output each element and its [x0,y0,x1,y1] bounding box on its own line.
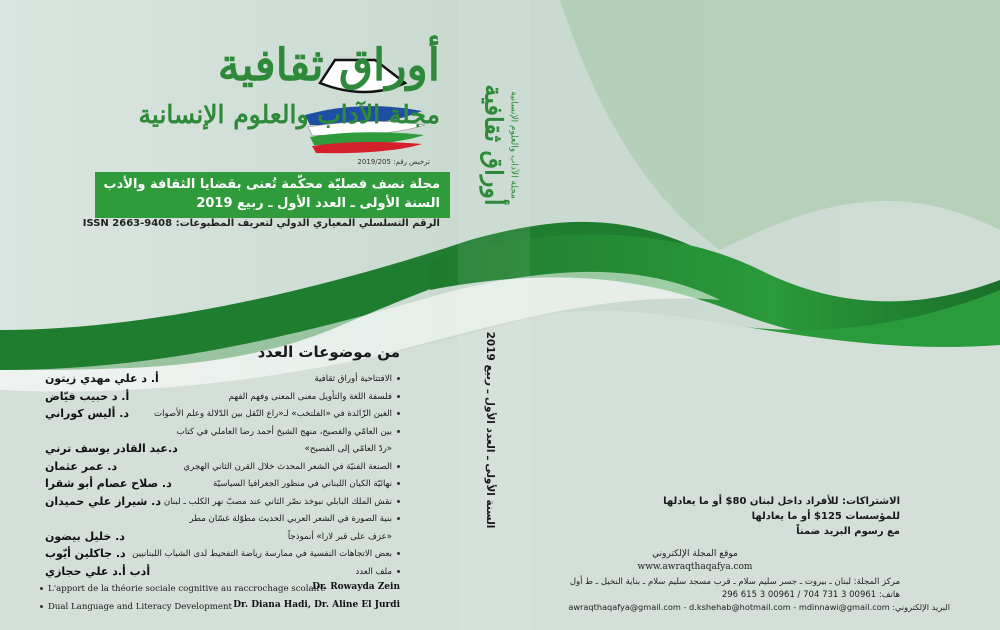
toc-topic: بعض الاتجاهات النفسية في ممارسة رياضة التفحيط لدى الشباب اللبنانيين [132,549,392,559]
toc-item [40,425,400,443]
toc-author: أ. د حبيب فيّاض [45,389,130,403]
toc-topic: بنية الصورة في الشعر العربي الحديث مطوّلة غسّان مطر [189,514,392,524]
subscription-institutions: للمؤسسات 125$ أو ما يعادلها [751,511,900,522]
website-label: موقع المجلة الإلكتروني [652,549,738,559]
journal-title: أوراق ثقافية [217,40,440,91]
toc-item [40,407,400,425]
toc-topic: الافتتاحية أوراق ثقافية [314,374,392,384]
toc-author: د.عبد القادر يوسف ترني [45,442,178,455]
toc-item-foreign [40,582,400,600]
toc-topic: فلسفة اللغة والتأويل معنى المعنى وفهم الفهم [228,391,392,402]
issn-line: الرقم التسلسلي المعياري الدولي لتعريف المطبوعات: ISSN 2663-9408 [82,218,440,229]
toc-topic: Dual Language and Literacy Development [48,601,232,612]
toc-item [40,442,400,460]
toc-author: د. عمر عثمان [45,459,118,473]
emails: البريد الإلكتروني: awraqthaqafya@gmail.com - d.kshehab@hotmail.com - mdinnawi@gmail.com [568,602,950,612]
toc-author: Dr. Rowayda Zein [312,582,400,592]
spine-issue-text: السنة الأولى ـ العدد الأول ـ ربيع 2019 [484,331,496,529]
journal-subtitle: مجلة الآداب والعلوم الإنسانية [138,100,440,129]
toc-author: د. شيراز علي حميدان [45,494,162,508]
bullet-icon [397,517,400,520]
bullet-icon [397,395,400,398]
toc-author: أ. د علي مهدي زيتون [45,372,159,385]
spine-title-text: أوراق ثقافية [479,84,509,206]
subscription-postage: مع رسوم البريد ضمناً [796,526,900,537]
toc-author: د. أليس كوراني [45,407,130,420]
toc-author: د. خليل بيضون [45,529,125,543]
tagline: مجلة نصف فصليّة محكّمة تُعنى بقضايا الثقافة والأدب [103,177,440,192]
toc-item [40,495,400,513]
toc-item [40,390,400,408]
toc-topic: نهائيّة الكيان اللبناني في منظور الجغرافيا السياسيّة [213,479,392,489]
toc-item [40,512,400,530]
bullet-icon [40,605,43,608]
toc-topic: «ردّ العامّي إلى الفصيح» [304,444,392,454]
phone: هاتف: 00961 3 731 704 / 00961 3 615 296 [721,590,900,600]
bullet-icon [397,482,400,485]
bullet-icon [397,377,400,380]
website-url: www.awraqthaqafya.com [637,562,753,572]
toc-topic: L'apport de la théorie sociale cognitive au raccrochage scolaire [48,584,326,594]
issue-line: السنة الأولى ـ العدد الأول ـ ربيع 2019 [196,196,440,211]
toc-topic: ملف العدد [355,566,392,577]
bullet-icon [397,570,400,573]
toc-topic: بين العامّي والفصيح، منهج الشيخ أحمد رضا العاملي في كتاب [176,426,392,437]
bullet-icon [397,552,400,555]
toc-author: Dr. Diana Hadi, Dr. Aline El Jurdi [233,599,400,610]
license-number: ترخيص رقم: 2019/205 [357,158,430,166]
toc-item-foreign [40,600,400,618]
bullet-icon [397,465,400,468]
bullet-icon [397,500,400,503]
toc-item [40,372,400,390]
toc-topic: الغين الزّائدة في «الفلتخب» لـ«راع التّقل بين الدّلالة وعلم الأصوات [153,409,392,419]
toc-topic: «عزف على قبر لارا» أنموذجاً [287,531,392,542]
address-block [520,576,900,602]
toc-topic: نقش الملك البابلي نبوخذ نصّر الثاني عند مصبّ نهر الكلب ـ لبنان [163,496,392,507]
spine-title [462,70,522,220]
toc-author: أدب أ.د علي حجازي [45,564,151,578]
toc-author: د. جاكلين أيّوب [45,547,126,560]
bullet-icon [397,412,400,415]
toc-item [40,477,400,495]
toc-item [40,565,400,583]
toc-item [40,530,400,548]
spine-subtitle-text: مجلة الآداب والعلوم الإنسانية [508,91,519,199]
address: مركز المجلة: لبنان ـ بيروت ـ جسر سليم سلام ـ قرب مسجد سليم سلام ـ بناية النخيل ـ ط أول [569,577,900,587]
toc-heading: من موضوعات العدد [257,343,400,361]
bullet-icon [40,587,43,590]
toc-item [40,460,400,478]
toc-item [40,547,400,565]
toc-author: د. صلاح عصام أبو شقرا [45,477,172,490]
subscription-info [580,494,900,539]
tagline-band [95,172,450,218]
bullet-icon [397,430,400,433]
toc-list [40,372,400,617]
subscription-individuals: الاشتراكات: للأفراد داخل لبنان 80$ أو ما يعادلها [663,496,900,507]
spine-issue [475,330,505,530]
toc-topic: الصنعة الفنيّة في الشعر المحدث خلال القرن الثاني الهجري [183,461,392,472]
